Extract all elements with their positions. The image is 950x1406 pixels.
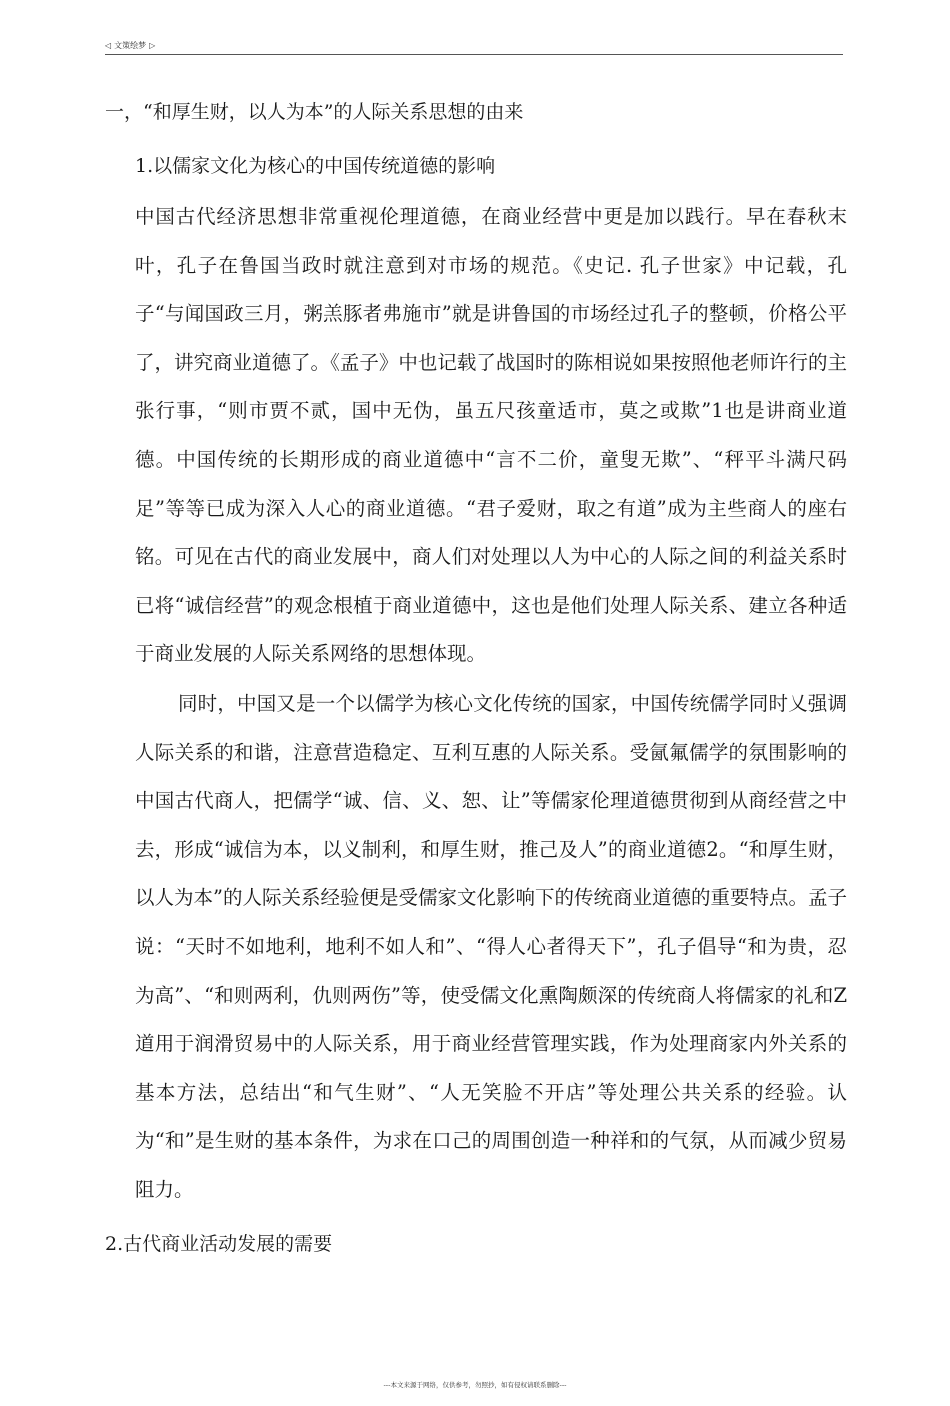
page-footer: ---本文来源于网络，仅供参考，勿照抄，如有侵权请联系删除--- [383,1381,567,1389]
triangle-left-icon: ◁ [105,41,112,50]
subheading-2: 2.古代商业活动发展的需要 [105,1233,333,1255]
header-title: 文策绘梦 [114,41,147,50]
paragraph-2: 同时，中国又是一个以儒学为核心文化传统的国家，中国传统儒学同时乂强调人际关系的和谐，注意营造稳定、互利互惠的人际关系。受氤氟儒学的氛围影响的中国古代商人，把儒学“诚、信、义、恕、让”等儒家伦理道德贯彻到从商经营之中去，形成“诚信为本，以义制利，和厚生财，推己及人”的商业道德2。“和厚生财，以人为本”的人际关系经验便是受儒家文化影响下的传统商业道德的重要特点。孟子说：“天时不如地利，地利不如人和”、“得人心者得天下”，孔子倡导“和为贵，忍为高”、“和则两利，仇则两伤”等，使受儒文化熏陶颇深的传统商人将儒家的礼和Z道用于润滑贸易中的人际关系，用于商业经营管理实践，作为处理商家内外关系的基本方法，总结出“和气生财”、“人无笑脸不开店”等处理公共关系的经验。认为“和”是生财的基本条件，为求在口己的周围创造一种祥和的气氛，从而减少贸易阻力。 [135,692,847,1201]
page-header [105,40,155,51]
paragraph-1: 中国古代经济思想非常重视伦理道德，在商业经营中更是加以践行。早在春秋末叶，孔子在鲁国当政时就注意到对市场的规范。《史记. 孔子世家》中记载，孔子“与闻国政三月，粥羔豚者弗施市”就是讲鲁国的市场经过孔子的整顿，价格公平了，讲究商业道德了。《孟子》中也记载了战国时的陈相说如果按照他老师许行的主张行事，“则市贾不贰，国中无伪，虽五尺孩童适市，莫之或欺”1也是讲商业道德。中国传统的长期形成的商业道德中“言不二价，童叟无欺”、“秤平斗满尺码足”等等已成为深入人心的商业道德。“君子爱财，取之有道”成为主些商人的座右铭。可见在古代的商业发展中，商人们对处理以人为中心的人际之间的利益关系时已将“诚信经营”的观念根植于商业道德中，这也是他们处理人际关系、建立各种适于商业发展的人际关系网络的思想体现。 [135,205,847,666]
header-divider [105,54,843,55]
triangle-right-icon: ▷ [149,41,156,50]
section-heading: 一，“和厚生财，以人为本”的人际关系思想的由来 [105,101,524,123]
subheading-1: 1.以儒家文化为核心的中国传统道德的影响 [135,155,496,177]
